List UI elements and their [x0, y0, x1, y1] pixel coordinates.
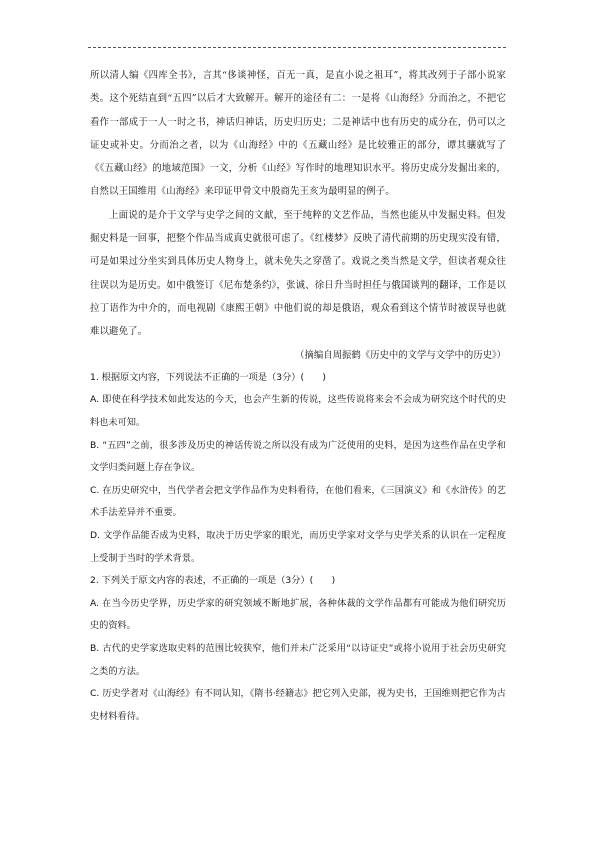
question-2-option-c: C. 历史学者对《山海经》有不同认知，《隋书·经籍志》把它列入史部，视为史书，王国维则把它作为古史材料看待。 [90, 688, 506, 722]
question-1-option-a: A. 即使在科学技术如此发达的今天，也会产生新的传说，这些传说将来会不会成为研究这个时代的史料也未可知。 [90, 394, 506, 429]
question-2-stem: 2. 下列关于原文内容的表述，不正确的一项是（3分）( ) [90, 575, 336, 587]
passage-source: （摘编自周振鹤《历史中的文学与文学中的历史》） [295, 349, 506, 361]
passage-paragraph-1: 所以清人编《四库全书》，言其“侈谈神怪，百无一真，是直小说之祖耳”，将其改列于子部小说家类。这个死结直到“五四”以后才大致解开。解开的途径有二：一是将《山海经》分而治之，不把它看作一部成于一人一时之书，神话归神话，历史归历史；二是神话中也有历史的成分在，仍可以之证史或补史。分而治之者，以为《山海经》中的《五藏山经》是比较雅正的部分，谭其骧就写了《《五藏山经》的地域范围》一文，分析《山经》写作时的地理知识水平。将历史成分发掘出来的，自然以王国维用《山海经》来印证甲骨文中殷商先王亥为最明显的例子。 [90, 70, 506, 198]
passage-paragraph-2: 上面说的是介于文学与史学之间的文献，至于纯粹的文艺作品，当然也能从中发掘史料。但发掘史料是一回事，把整个作品当成真史就很可虑了。《红楼梦》反映了清代前期的历史现实没有错，可是如果过分坐实到具体历史人物身上，就未免失之穿凿了。戏说之类当然是文学，但读者观众往往误以为是历史。如中俄签订《尼布楚条约》，张诚、徐日升当时担任与俄国谈判的翻译，工作是以拉丁语作为中介的，而电视剧《康熙王朝》中他们说的却是俄语，观众看到这个情节时被误导也就难以避免了。 [90, 209, 506, 338]
header-divider [88, 47, 506, 48]
question-2-option-a: A. 在当今历史学界，历史学家的研究领域不断地扩展，各种体裁的文学作品都有可能成为他们研究历史的资料。 [90, 597, 506, 632]
question-1-option-c: C. 在历史研究中，当代学者会把文学作品作为史料看待，在他们看来，《三国演义》和《水浒传》的艺术手法差异并不重要。 [90, 484, 506, 519]
page-content [90, 64, 506, 728]
question-1-option-d: D. 文学作品能否成为史料，取决于历史学家的眼光，而历史学家对文学与史学关系的认识在一定程度上受制于当时的学术背景。 [90, 530, 506, 564]
question-2-option-b: B. 古代的史学家选取史料的范围比较狭窄，他们并未广泛采用“以诗证史”或将小说用于社会历史研究之类的方法。 [90, 642, 506, 677]
question-1-option-b: B. “五四”之前，很多涉及历史的神话传说之所以没有成为广泛使用的史料，是因为这些作品在史学和文学归类问题上存在争议。 [90, 439, 506, 474]
question-1-stem: 1. 根据原文内容，下列说法不正确的一项是（3分）( ) [90, 371, 327, 383]
